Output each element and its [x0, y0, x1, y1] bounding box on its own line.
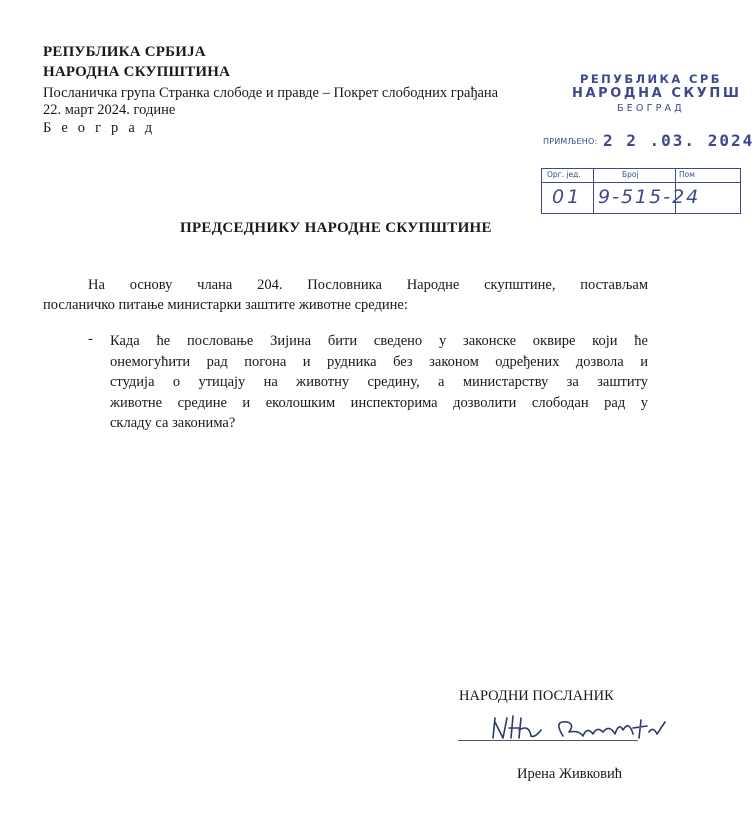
intro-paragraph: [43, 275, 648, 315]
header-city: Б е о г р а д: [43, 120, 156, 136]
signature-role: НАРОДНИ ПОСЛАНИК: [459, 688, 614, 704]
stamp-col-org: Орг. јед.: [547, 170, 581, 179]
header-republic: РЕПУБЛИКА СРБИЈА: [43, 44, 206, 60]
header-date: 22. март 2024. године: [43, 102, 176, 118]
intro-line-2: посланичко питање министарки заштите животне средине:: [43, 297, 408, 313]
header-group: Посланичка група Странка слободе и правде – Покрет слободних грађана: [43, 85, 499, 101]
stamp-republic: РЕПУБЛИКА СРБ: [580, 72, 722, 86]
handwritten-signature: [483, 708, 683, 748]
stamp-registry-table: [541, 168, 741, 214]
intro-line-1: На основу члана 204. Пословника Народне скупштине, постављам: [88, 277, 648, 293]
stamp-handwritten-org: 01: [552, 186, 583, 208]
stamp-received-date: 2 2 .03. 2024: [603, 131, 754, 150]
question-text: [110, 331, 648, 434]
question-dash: -: [88, 331, 93, 347]
question-line-4: животне средине и еколошким инспекторима дозволити слободан рад у: [110, 394, 648, 411]
signature-line: [458, 740, 638, 741]
page-title: ПРЕДСЕДНИКУ НАРОДНЕ СКУПШТИНЕ: [180, 220, 492, 236]
stamp-handwritten-no: 9-515-24: [598, 186, 701, 208]
stamp-col-att: Пом: [679, 170, 695, 179]
question-line-3: студија о утицају на животну средину, а министарству за заштиту: [110, 374, 648, 390]
signature-name: Ирена Живковић: [517, 766, 622, 782]
stamp-received-label: ПРИМЉЕНО:: [543, 137, 598, 146]
question-line-1: Када ће пословање Зијина бити сведено у законске оквире који ће: [110, 333, 648, 349]
stamp-assembly: НАРОДНА СКУПШ: [572, 86, 742, 101]
question-line-2: онемогућити рад погона и рудника без законом одређених дозвола и: [110, 353, 648, 370]
stamp-col-no: Број: [622, 170, 639, 179]
header-assembly: НАРОДНА СКУПШТИНА: [43, 64, 231, 80]
stamp-city: БЕОГРАД: [617, 103, 685, 114]
question-line-5: складу са законима?: [110, 415, 236, 431]
